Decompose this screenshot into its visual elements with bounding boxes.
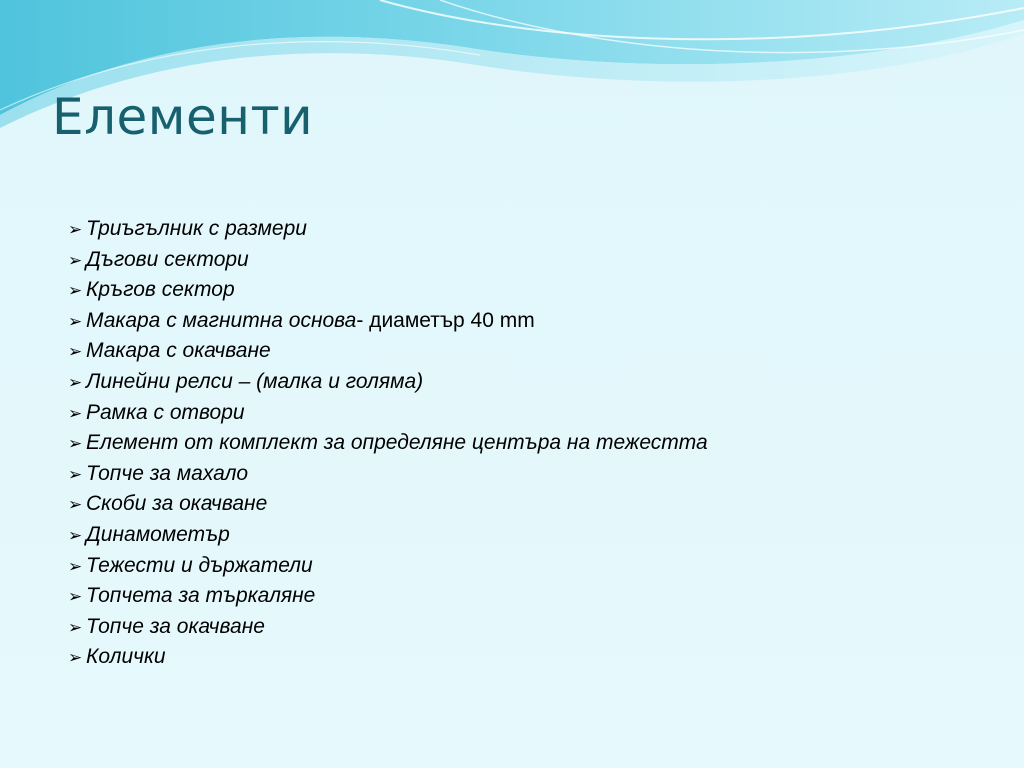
list-item xyxy=(68,245,708,276)
list-item-text: Линейни релси – (малка и голяма) xyxy=(86,369,424,393)
list-item xyxy=(68,367,708,398)
arrow-bullet-icon: ➢ xyxy=(68,556,83,576)
list-item-text: Тежести и държатели xyxy=(86,553,313,577)
arrow-bullet-icon: ➢ xyxy=(68,220,83,239)
list-item xyxy=(68,306,708,337)
list-item-text: Кръгов сектор xyxy=(86,278,235,302)
slide-title: Елементи xyxy=(52,88,314,146)
list-item xyxy=(68,459,708,490)
list-item xyxy=(68,551,708,582)
list-item-text: Колички xyxy=(86,645,166,669)
arrow-bullet-icon: ➢ xyxy=(68,250,83,270)
list-item-text: Скоби за окачване xyxy=(86,492,268,516)
arrow-bullet-icon: ➢ xyxy=(68,372,83,392)
list-item-text-normal: - диаметър 40 mm xyxy=(356,308,535,332)
list-item xyxy=(68,642,708,673)
arrow-bullet-icon: ➢ xyxy=(68,434,83,454)
arrow-bullet-icon: ➢ xyxy=(68,281,83,301)
list-item xyxy=(68,398,708,429)
arrow-bullet-icon: ➢ xyxy=(68,617,83,637)
list-item xyxy=(68,336,708,367)
list-item xyxy=(68,214,708,245)
list-item-text: Дъгови сектори xyxy=(86,247,249,271)
list-item xyxy=(68,520,708,551)
list-item-text: Макара с магнитна основа xyxy=(86,308,357,332)
list-item-text: Елемент от комплект за определяне центъра на тежестта xyxy=(86,431,708,455)
list-item-text: Макара с окачване xyxy=(86,339,271,363)
bullet-list xyxy=(68,214,708,673)
list-item-text: Динамометър xyxy=(86,522,230,546)
list-item xyxy=(68,581,708,612)
arrow-bullet-icon: ➢ xyxy=(68,648,83,668)
arrow-bullet-icon: ➢ xyxy=(68,464,83,484)
arrow-bullet-icon: ➢ xyxy=(68,525,83,545)
list-item xyxy=(68,612,708,643)
list-item-text: Топче за окачване xyxy=(86,614,265,638)
list-item-text: Топчета за търкаляне xyxy=(86,584,316,608)
arrow-bullet-icon: ➢ xyxy=(68,495,83,515)
list-item-text: Рамка с отвори xyxy=(86,400,245,424)
list-item-text: Триъгълник с размери xyxy=(86,217,307,240)
list-item-text: Топче за махало xyxy=(86,461,249,485)
list-item xyxy=(68,489,708,520)
arrow-bullet-icon: ➢ xyxy=(68,342,83,362)
arrow-bullet-icon: ➢ xyxy=(68,403,83,423)
arrow-bullet-icon: ➢ xyxy=(68,587,83,607)
list-item xyxy=(68,428,708,459)
arrow-bullet-icon: ➢ xyxy=(68,311,83,331)
list-item xyxy=(68,275,708,306)
